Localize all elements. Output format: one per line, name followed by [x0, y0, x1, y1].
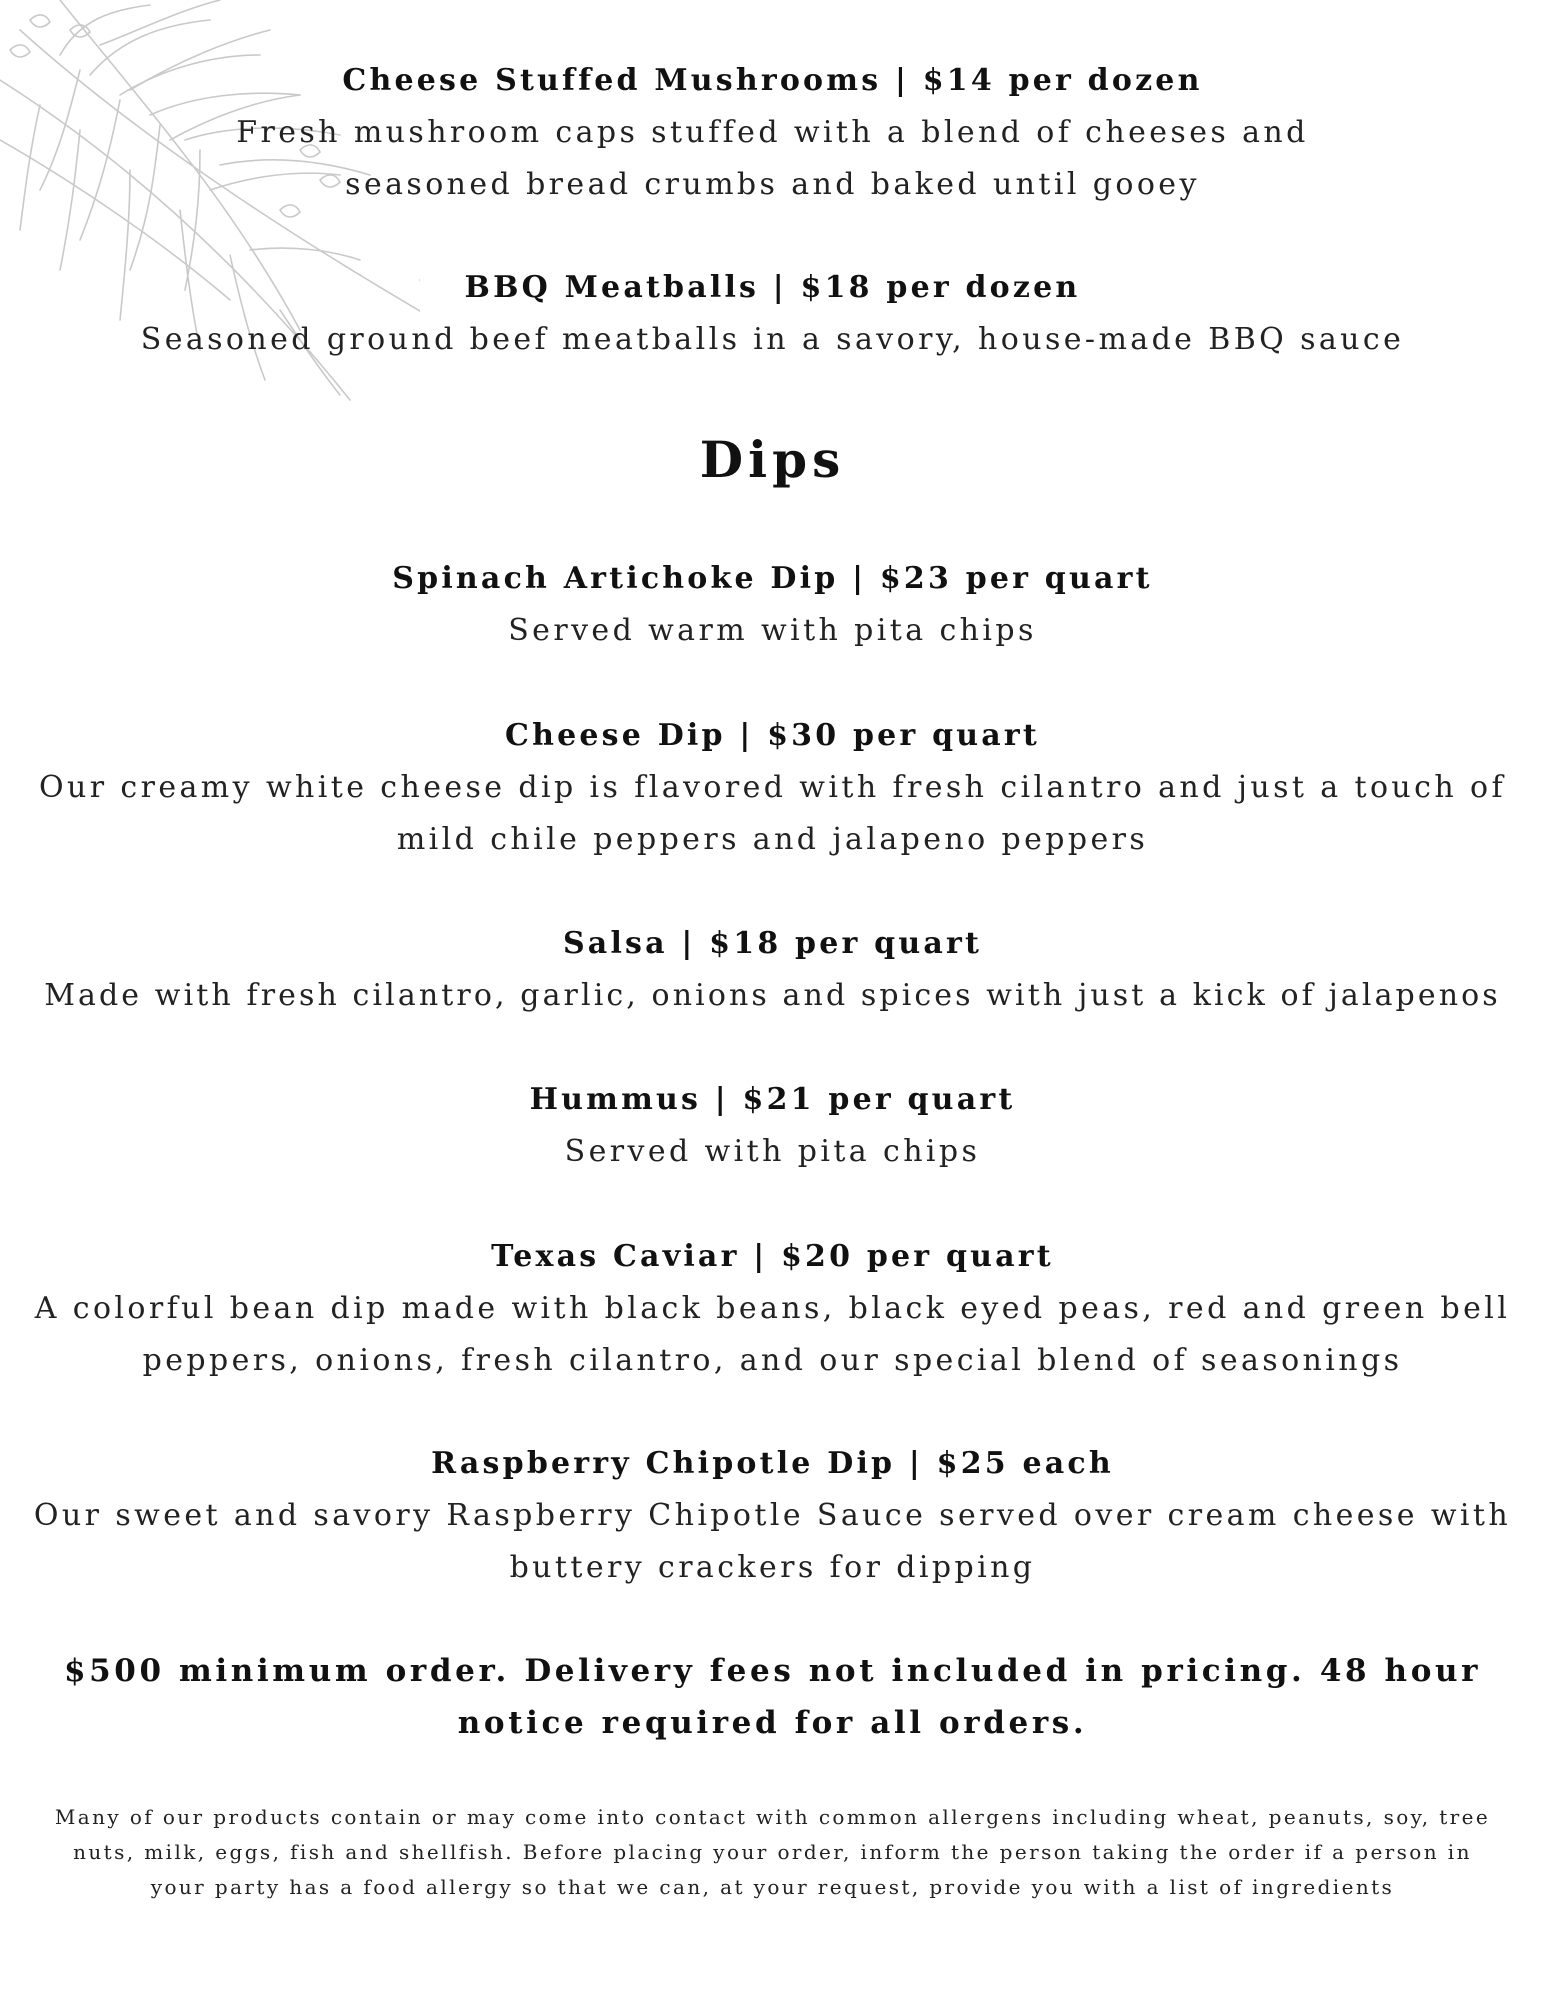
- menu-item-title: Spinach Artichoke Dip | $23 per quart: [392, 561, 1153, 596]
- menu-item-bbq-meatballs: [20, 262, 1525, 366]
- menu-item-title: Texas Caviar | $20 per quart: [491, 1239, 1054, 1274]
- menu-item-salsa: [20, 918, 1525, 1022]
- menu-item-title: Hummus | $21 per quart: [529, 1082, 1016, 1117]
- menu-item-description: Seasoned ground beef meatballs in a savory, house-made BBQ sauce: [140, 322, 1405, 357]
- menu-item-spinach-artichoke-dip: [20, 553, 1525, 657]
- menu-item-hummus: [20, 1074, 1525, 1178]
- menu-item-description: Served with pita chips: [564, 1134, 981, 1169]
- menu-item-description: Fresh mushroom caps stuffed with a blend of cheeses and seasoned bread crumbs and baked until gooey: [236, 115, 1309, 202]
- section-heading-dips: Dips: [699, 430, 846, 489]
- menu-item-description: Our creamy white cheese dip is flavored with fresh cilantro and just a touch of mild chile peppers and jalapeno peppers: [39, 770, 1506, 857]
- menu-item-cheese-stuffed-mushrooms: [20, 55, 1525, 211]
- allergen-notice: Many of our products contain or may come into contact with common allergens including wheat, peanuts, soy, tree nuts, milk, eggs, fish and shellfish. Before placing your order, inform the person taking the order if a person in your party has a food allergy so that we can, at your request, provide you with a list of ingredients: [54, 1805, 1491, 1899]
- menu-item-title: Cheese Stuffed Mushrooms | $14 per dozen: [342, 63, 1203, 98]
- menu-item-title: Cheese Dip | $30 per quart: [505, 718, 1040, 753]
- menu-item-raspberry-chipotle-dip: [20, 1438, 1525, 1594]
- menu-item-title: BBQ Meatballs | $18 per dozen: [464, 270, 1081, 305]
- menu-item-description: Made with fresh cilantro, garlic, onions and spices with just a kick of jalapenos: [44, 978, 1501, 1013]
- order-notice: $500 minimum order. Delivery fees not included in pricing. 48 hour notice required for all orders.: [63, 1653, 1482, 1741]
- menu-item-texas-caviar: [20, 1231, 1525, 1387]
- menu-item-description: A colorful bean dip made with black beans, black eyed peas, red and green bell peppers, onions, fresh cilantro, and our special blend of seasonings: [34, 1291, 1511, 1378]
- menu-item-title: Salsa | $18 per quart: [562, 926, 983, 961]
- menu-item-cheese-dip: [20, 710, 1525, 866]
- menu-item-title: Raspberry Chipotle Dip | $25 each: [431, 1446, 1114, 1481]
- menu-item-description: Served warm with pita chips: [508, 613, 1037, 648]
- menu-item-description: Our sweet and savory Raspberry Chipotle Sauce served over cream cheese with buttery crackers for dipping: [33, 1498, 1512, 1585]
